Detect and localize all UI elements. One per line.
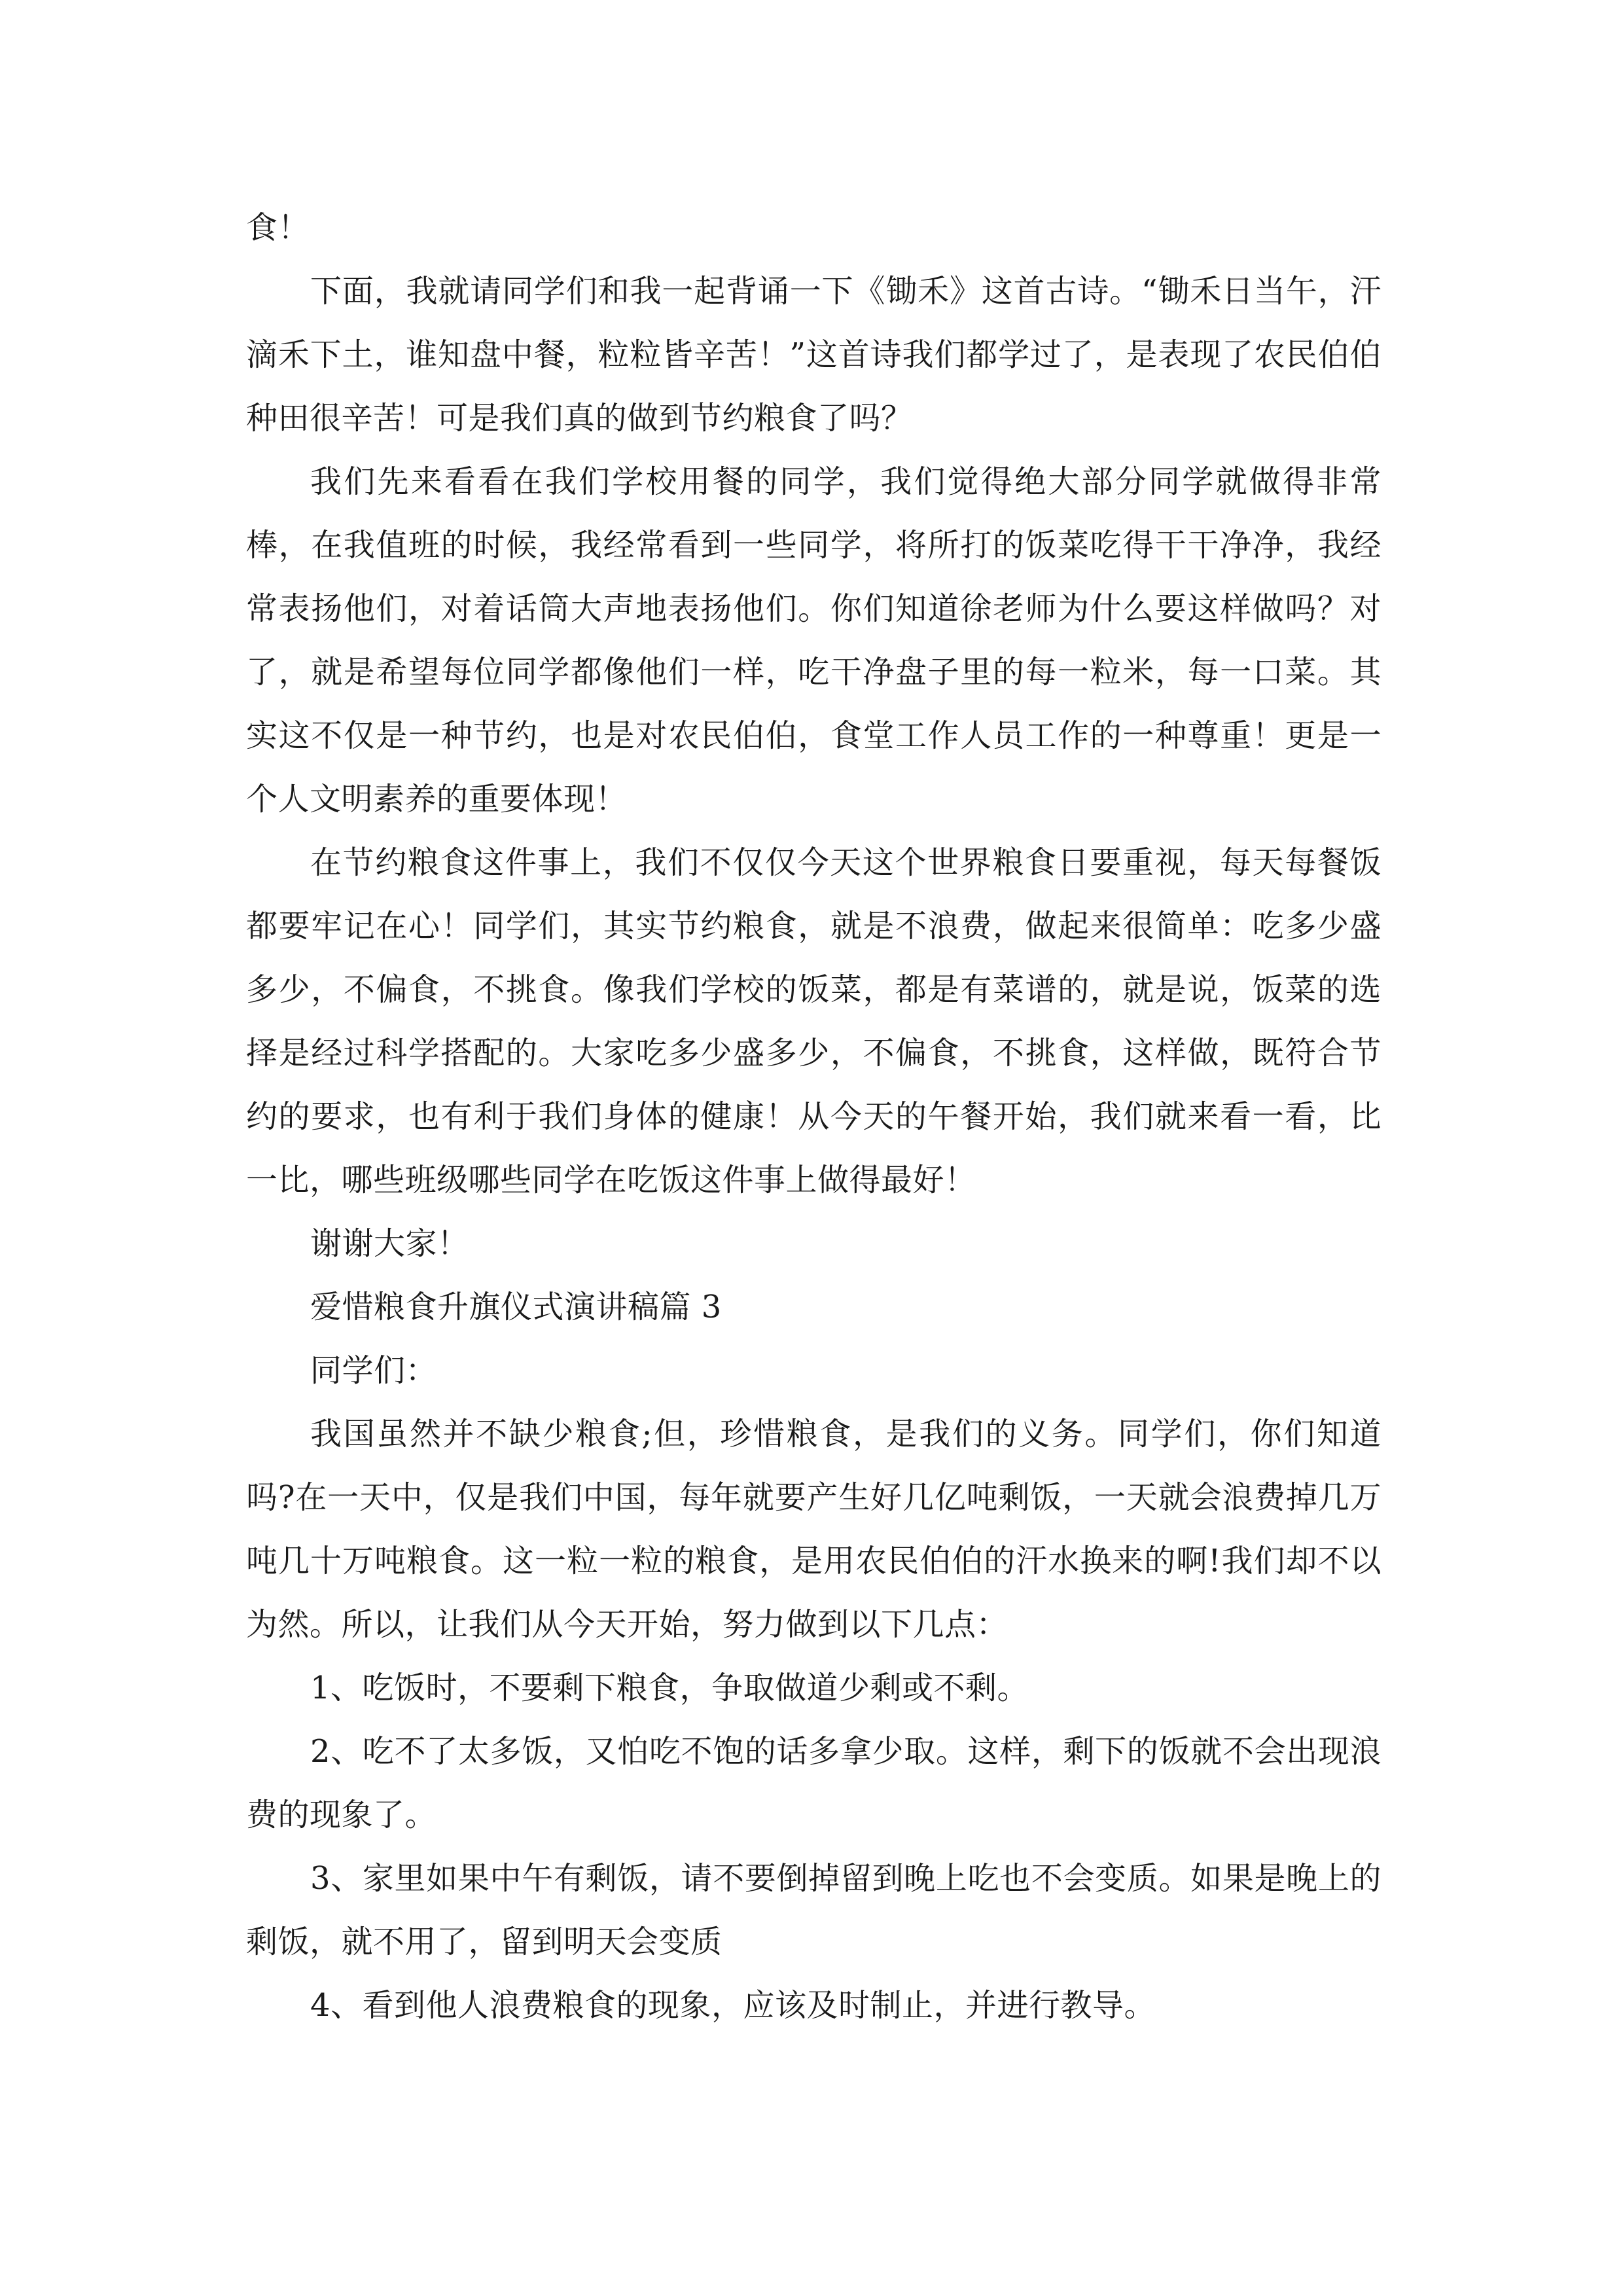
paragraph-poem-recitation: 下面，我就请同学们和我一起背诵一下《锄禾》这首古诗。“锄禾日当午，汗滴禾下土，谁知盘中餐，粒粒皆辛苦！”这首诗我们都学过了，是表现了农民伯伯种田很辛苦！可是我们真的做到节约粮食了吗？ [246, 273, 1382, 437]
list-item-1: 1、吃饭时，不要剩下粮食，争取做道少剩或不剩。 [310, 1670, 1029, 1706]
paragraph-continuation: 食！ [246, 209, 310, 246]
document-body [246, 196, 1382, 2037]
section-title: 爱惜粮食升旗仪式演讲稿篇 3 [310, 1289, 722, 1325]
paragraph-save-food: 在节约粮食这件事上，我们不仅仅今天这个世界粮食日要重视，每天每餐饭都要牢记在心！同学们，其实节约粮食，就是不浪费，做起来很简单：吃多少盛多少，不偏食，不挑食。像我们学校的饭菜，都是有菜谱的，就是说，饭菜的选择是经过科学搭配的。大家吃多少盛多少，不偏食，不挑食，这样做，既符合节约的要求，也有利于我们身体的健康！从今天的午餐开始，我们就来看一看，比一比，哪些班级哪些同学在吃饭这件事上做得最好！ [246, 844, 1382, 1198]
paragraph-duty: 我国虽然并不缺少粮食;但，珍惜粮食，是我们的义务。同学们，你们知道吗?在一天中，仅是我们中国，每年就要产生好几亿吨剩饭，一天就会浪费掉几万吨几十万吨粮食。这一粒一粒的粮食，是用农民伯伯的汗水换来的啊!我们却不以为然。所以，让我们从今天开始，努力做到以下几点： [246, 1416, 1382, 1643]
paragraph-thanks: 谢谢大家！ [310, 1225, 469, 1262]
list-item-2: 2、吃不了太多饭，又怕吃不饱的话多拿少取。这样，剩下的饭就不会出现浪费的现象了。 [246, 1733, 1382, 1833]
paragraph-school-dining: 我们先来看看在我们学校用餐的同学，我们觉得绝大部分同学就做得非常棒，在我值班的时候，我经常看到一些同学，将所打的饭菜吃得干干净净，我经常表扬他们，对着话筒大声地表扬他们。你们知道徐老师为什么要这样做吗？对了，就是希望每位同学都像他们一样，吃干净盘子里的每一粒米，每一口菜。其实这不仅是一种节约，也是对农民伯伯，食堂工作人员工作的一种尊重！更是一个人文明素养的重要体现！ [246, 463, 1382, 817]
paragraph-greeting: 同学们： [310, 1352, 438, 1389]
list-item-3: 3、家里如果中午有剩饭，请不要倒掉留到晚上吃也不会变质。如果是晚上的剩饭，就不用了，留到明天会变质 [246, 1860, 1382, 1960]
list-item-4: 4、看到他人浪费粮食的现象，应该及时制止，并进行教导。 [310, 1987, 1156, 2024]
